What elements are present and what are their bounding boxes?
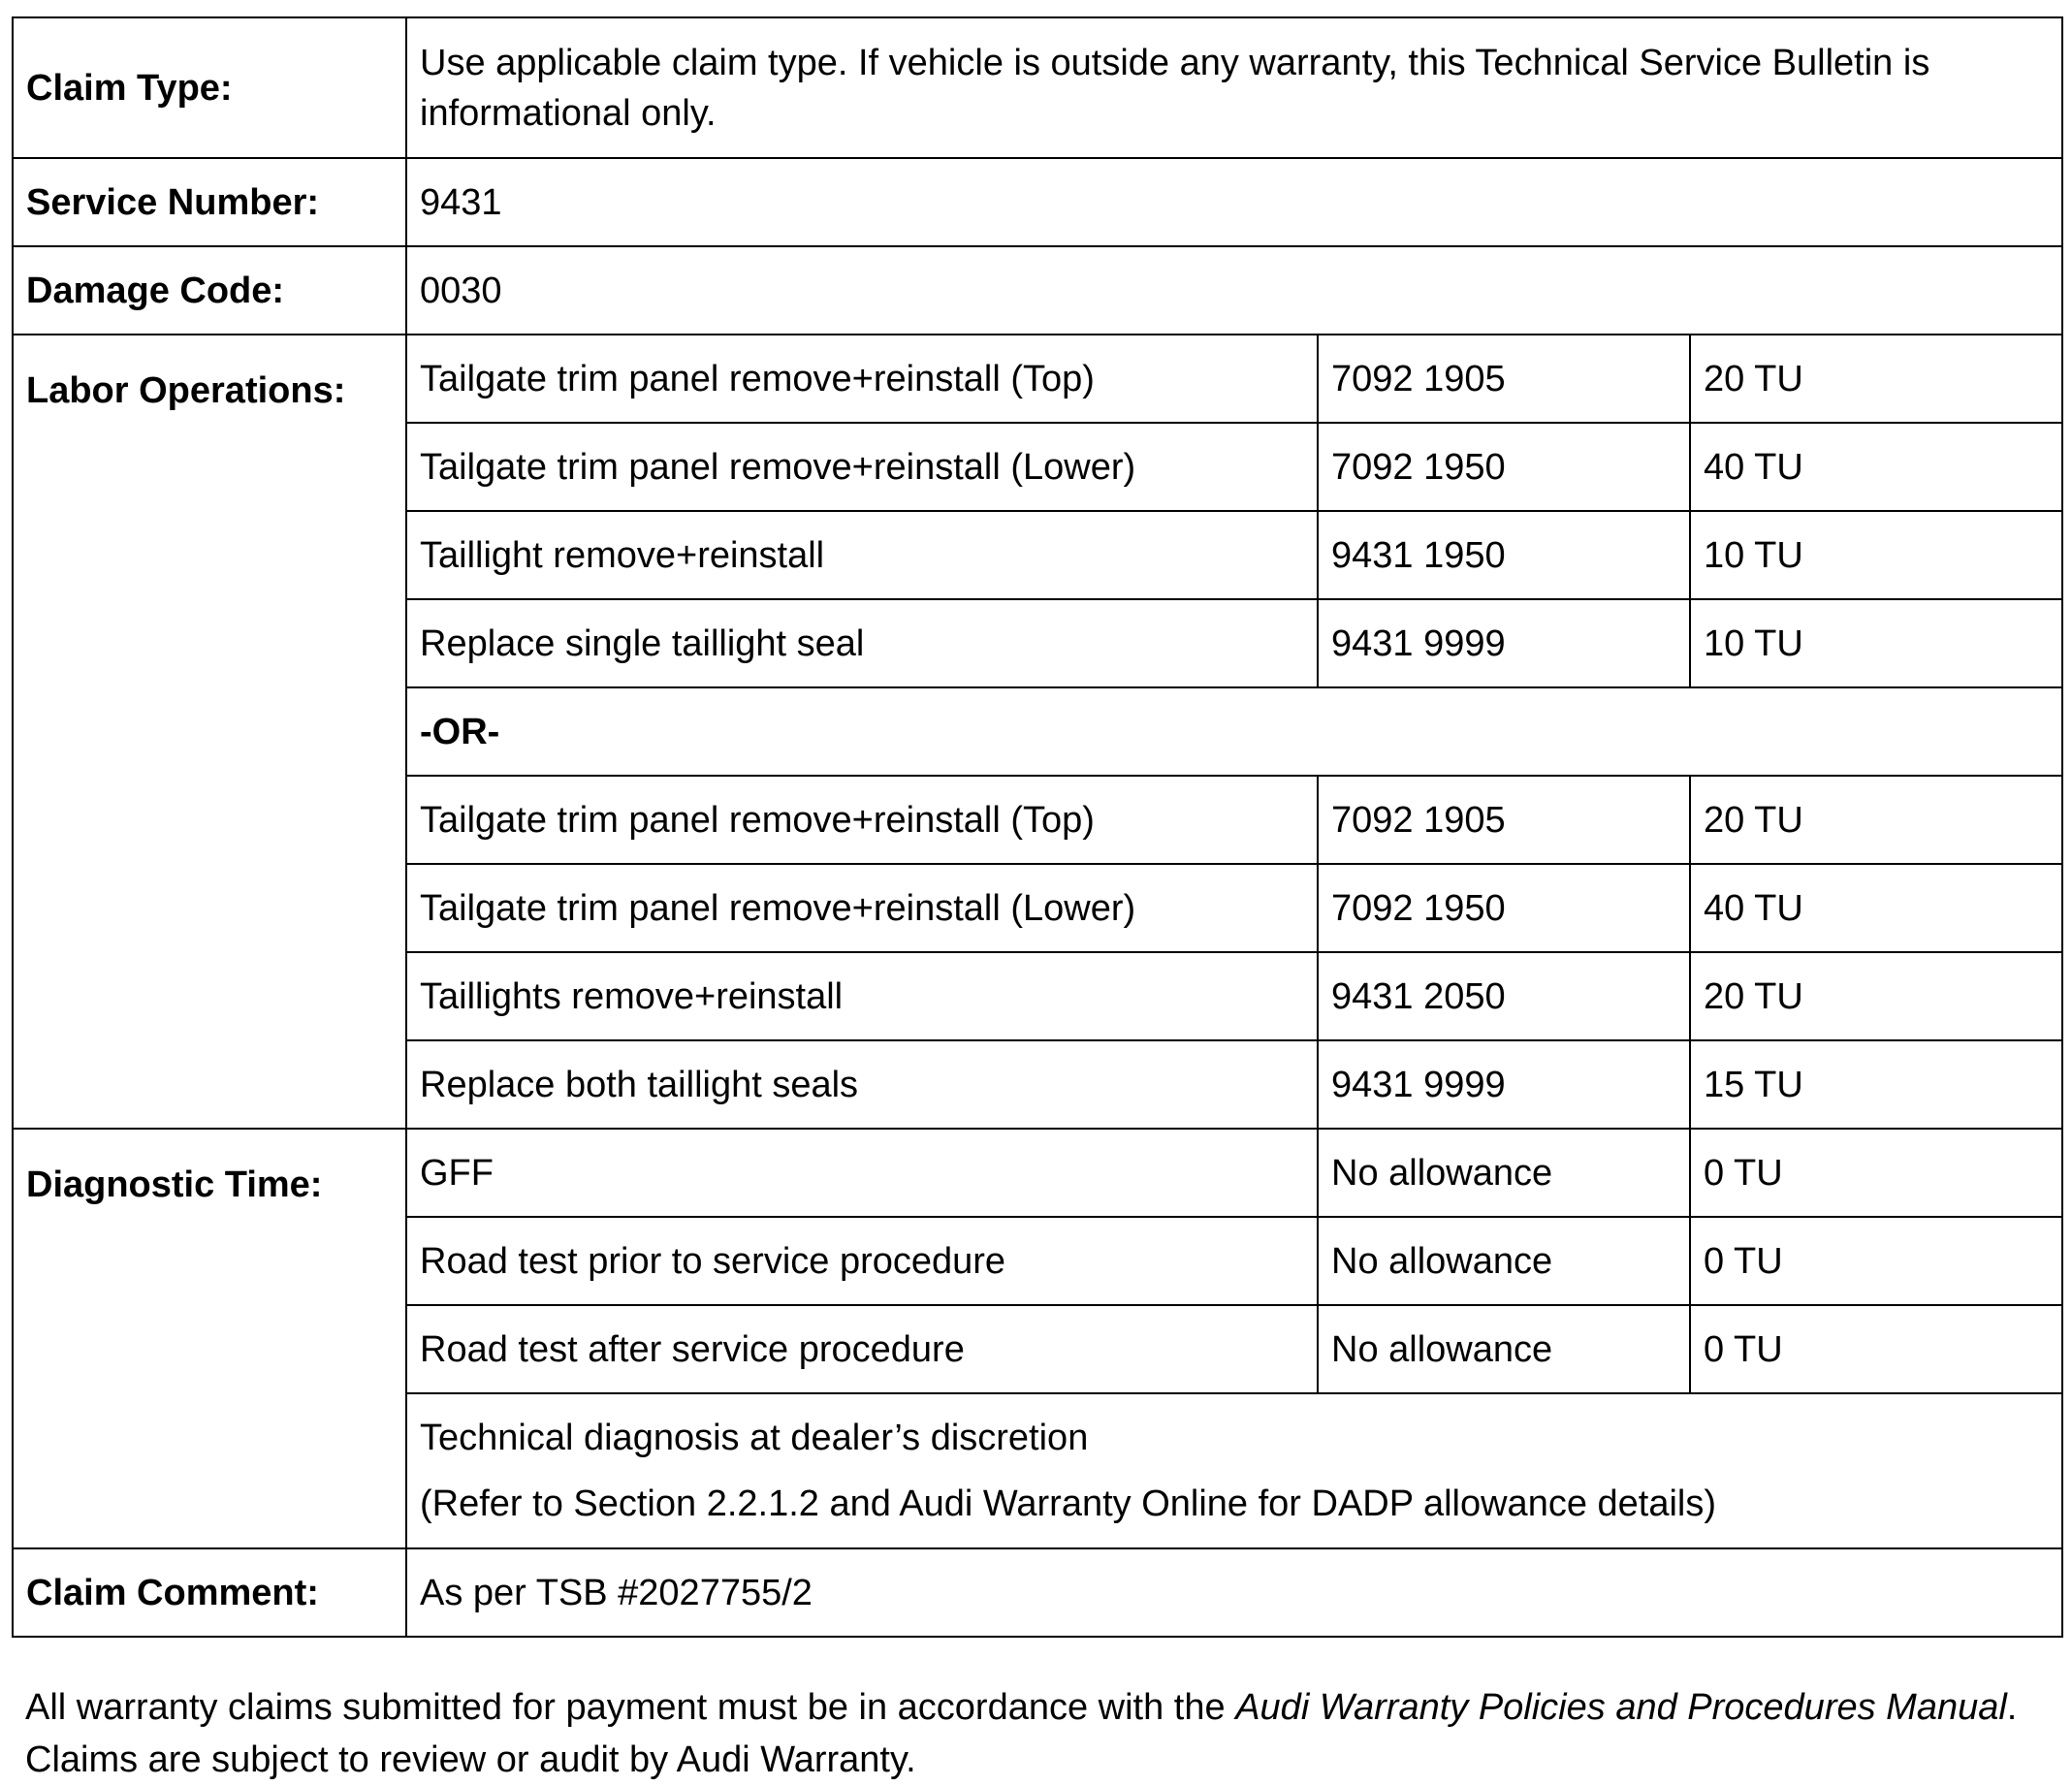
footer-text-after: . Claims are subject to review or audit by Audi Warranty.	[25, 1687, 2018, 1780]
diagnostic-time-label-text: Diagnostic Time:	[26, 1164, 323, 1205]
diagnostic-allowance: No allowance	[1318, 1129, 1690, 1217]
labor-description: Tailgate trim panel remove+reinstall (Top)	[406, 335, 1318, 423]
labor-description: Taillights remove+reinstall	[406, 952, 1318, 1040]
service-number-label: Service Number:	[13, 158, 406, 246]
damage-code-label: Damage Code:	[13, 246, 406, 335]
labor-description: Tailgate trim panel remove+reinstall (Lower)	[406, 423, 1318, 511]
labor-time: 20 TU	[1690, 776, 2062, 864]
service-number-value: 9431	[406, 158, 2062, 246]
claim-type-value: Use applicable claim type. If vehicle is outside any warranty, this Technical Service Bulletin is informational only.	[406, 17, 2062, 158]
labor-code: 9431 9999	[1318, 599, 1690, 687]
labor-description: Replace single taillight seal	[406, 599, 1318, 687]
diagnostic-allowance: No allowance	[1318, 1217, 1690, 1305]
labor-time: 20 TU	[1690, 952, 2062, 1040]
claim-type-label: Claim Type:	[13, 17, 406, 158]
labor-operations-label-text: Labor Operations:	[26, 370, 346, 411]
diagnostic-time-label	[13, 1129, 406, 1548]
warranty-footer-note	[25, 1681, 2061, 1786]
diagnostic-note-line-1: Technical diagnosis at dealer’s discretion	[420, 1418, 1089, 1458]
labor-row	[13, 335, 2062, 423]
labor-description: Tailgate trim panel remove+reinstall (Lower)	[406, 864, 1318, 952]
claim-comment-row	[13, 1548, 2062, 1637]
diagnostic-note-line-2: (Refer to Section 2.2.1.2 and Audi Warranty Online for DADP allowance details)	[420, 1483, 1717, 1524]
labor-operations-label	[13, 335, 406, 1129]
claim-comment-label: Claim Comment:	[13, 1548, 406, 1637]
labor-time: 10 TU	[1690, 599, 2062, 687]
damage-code-value: 0030	[406, 246, 2062, 335]
labor-code: 7092 1950	[1318, 423, 1690, 511]
warranty-document	[12, 16, 2061, 1638]
labor-time: 20 TU	[1690, 335, 2062, 423]
labor-code: 7092 1905	[1318, 776, 1690, 864]
labor-code: 7092 1950	[1318, 864, 1690, 952]
labor-time: 40 TU	[1690, 864, 2062, 952]
footer-manual-title: Audi Warranty Policies and Procedures Manual	[1235, 1687, 2007, 1728]
or-separator: -OR-	[406, 687, 2062, 776]
diagnostic-time: 0 TU	[1690, 1305, 2062, 1393]
diagnostic-time: 0 TU	[1690, 1129, 2062, 1217]
labor-description: Replace both taillight seals	[406, 1040, 1318, 1129]
labor-time: 10 TU	[1690, 511, 2062, 599]
service-number-row	[13, 158, 2062, 246]
damage-code-row	[13, 246, 2062, 335]
diagnostic-allowance: No allowance	[1318, 1305, 1690, 1393]
labor-description: Tailgate trim panel remove+reinstall (Top)	[406, 776, 1318, 864]
labor-code: 7092 1905	[1318, 335, 1690, 423]
diagnostic-description: GFF	[406, 1129, 1318, 1217]
labor-code: 9431 9999	[1318, 1040, 1690, 1129]
claim-type-row	[13, 17, 2062, 158]
diagnostic-note	[406, 1393, 2062, 1548]
diagnostic-row	[13, 1129, 2062, 1217]
labor-time: 15 TU	[1690, 1040, 2062, 1129]
labor-code: 9431 1950	[1318, 511, 1690, 599]
claim-comment-value: As per TSB #2027755/2	[406, 1548, 2062, 1637]
diagnostic-time: 0 TU	[1690, 1217, 2062, 1305]
diagnostic-description: Road test prior to service procedure	[406, 1217, 1318, 1305]
labor-code: 9431 2050	[1318, 952, 1690, 1040]
diagnostic-description: Road test after service procedure	[406, 1305, 1318, 1393]
warranty-table	[12, 16, 2063, 1638]
labor-time: 40 TU	[1690, 423, 2062, 511]
labor-description: Taillight remove+reinstall	[406, 511, 1318, 599]
footer-text-before: All warranty claims submitted for payment must be in accordance with the	[25, 1687, 1236, 1728]
